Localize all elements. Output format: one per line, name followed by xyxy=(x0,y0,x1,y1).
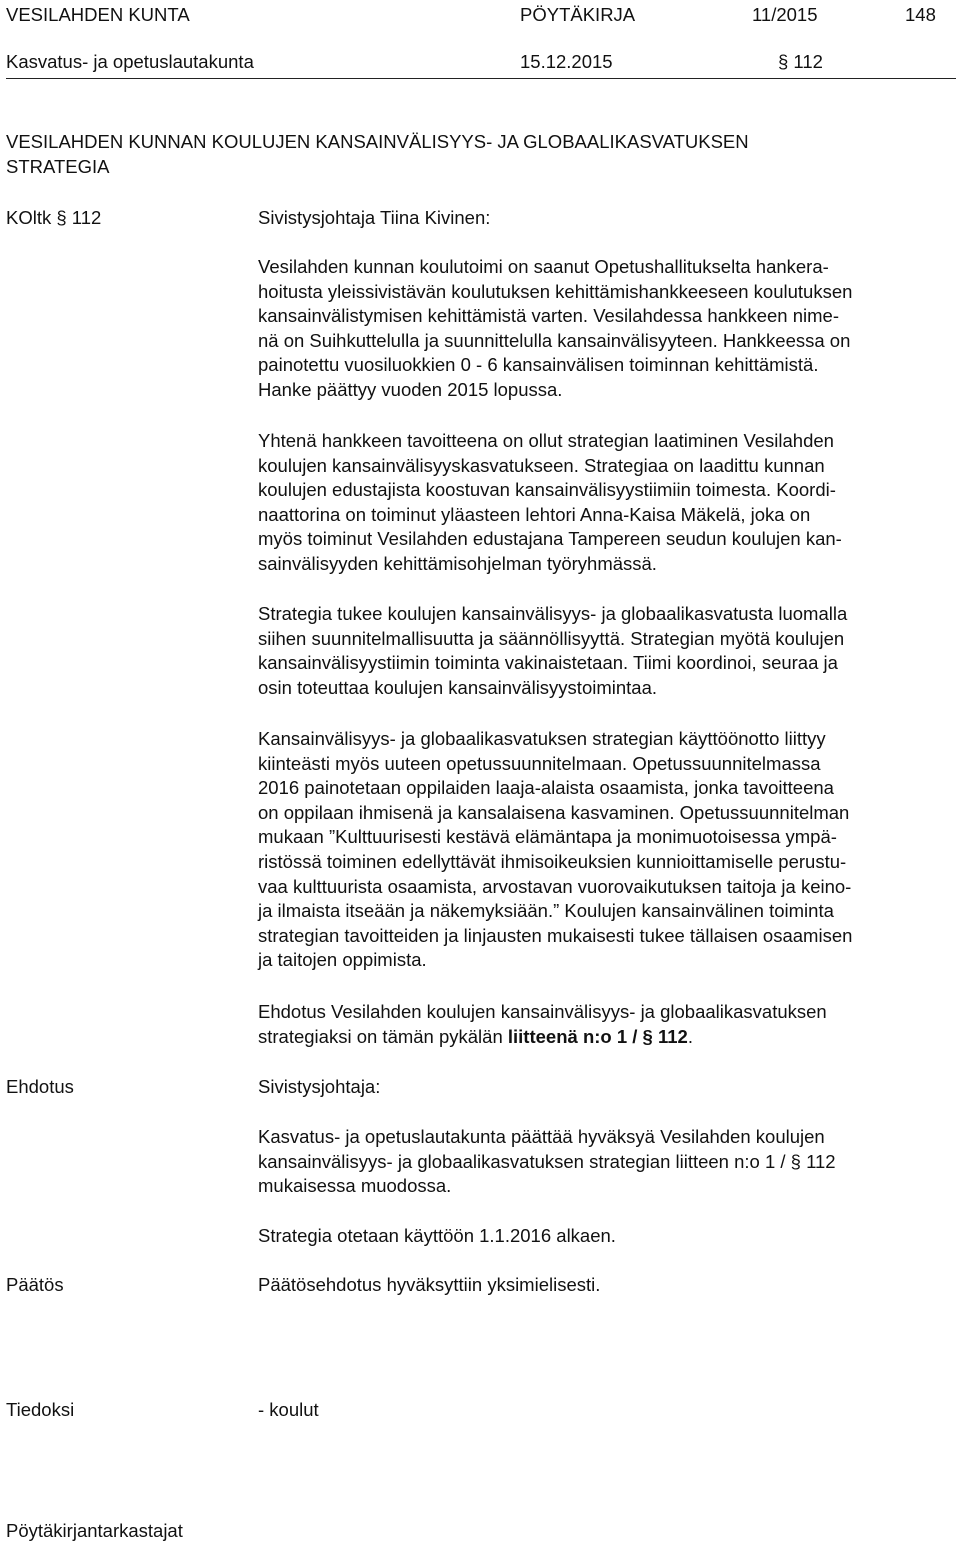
text-line: myös toiminut Vesilahden edustajana Tampereen seudun koulujen kan- xyxy=(258,528,842,550)
text-line: kiinteästi myös uuteen opetussuunnitelmaan. Opetussuunnitelmassa xyxy=(258,752,821,774)
notices-text: - koulut xyxy=(258,1399,319,1420)
text-line: Kasvatus- ja opetuslautakunta päättää hyväksyä Vesilahden koulujen xyxy=(258,1126,825,1147)
text-line: ja ilmaista itseään ja näkemyksiään.” Koulujen kansainvälinen toiminta xyxy=(258,900,834,922)
text-line: kansainvälistymisen kehittämistä varten. Vesilahdessa hankkeen nime- xyxy=(258,305,839,327)
text-line: kansainvälisyystiimin toiminta vakinaistetaan. Tiimi koordinoi, seuraa ja xyxy=(258,652,838,674)
case-label: KOltk § 112 xyxy=(6,207,102,228)
text-line: Yhtenä hankkeen tavoitteena on ollut strategian laatiminen Vesilahden xyxy=(258,430,834,451)
text-line: koulujen edustajista koostuvan kansainvälisyystiimiin toimesta. Koordi- xyxy=(258,479,836,501)
text-line: vaa kulttuurista osaamista, arvostavan vuorovaikutuksen taitoja ja keino- xyxy=(258,875,852,897)
text-line: on oppilaan ihmisenä ja kansalaisena kasvaminen. Opetussuunnitelman xyxy=(258,801,850,823)
text-line: osin toteuttaa koulujen kansainvälisyystoimintaa. xyxy=(258,676,658,698)
municipality-name: VESILAHDEN KUNTA xyxy=(6,4,190,25)
section-number: § 112 xyxy=(778,51,823,72)
text-line: Hanke päättyy vuoden 2015 lopussa. xyxy=(258,378,563,400)
text-line: Kansainvälisyys- ja globaalikasvatuksen strategian käyttöönotto liittyy xyxy=(258,728,826,749)
page-number: 148 xyxy=(905,4,936,25)
text-line: 2016 painotetaan oppilaiden laaja-alaista osaamista, jonka tavoitteena xyxy=(258,777,834,799)
text-line: siihen suunnitelmallisuutta ja säännöllisyyttä. Strategian myötä koulujen xyxy=(258,627,845,649)
text-line: Ehdotus Vesilahden koulujen kansainvälisyys- ja globaalikasvatuksen xyxy=(258,1001,827,1022)
text-line: sainvälisyyden kehittämisohjelman työryhmässä. xyxy=(258,552,657,574)
text-line: koulujen kansainvälisyyskasvatukseen. Strategiaa on laadittu kunnan xyxy=(258,454,825,476)
paragraph-3 xyxy=(258,602,958,700)
proposal-label: Ehdotus xyxy=(6,1076,74,1097)
document-title-line-2: STRATEGIA xyxy=(6,156,110,177)
text-line: Strategia tukee koulujen kansainvälisyys- ja globaalikasvatusta luomalla xyxy=(258,603,848,624)
text-line: mukaan ”Kulttuurisesti kestävä elämäntapa ja monimuotoisessa ympä- xyxy=(258,826,837,848)
meeting-date: 15.12.2015 xyxy=(520,51,613,72)
notices-label: Tiedoksi xyxy=(6,1399,75,1420)
paragraph-5 xyxy=(258,1000,958,1049)
proposal-text xyxy=(258,1125,958,1199)
text-line: mukaisessa muodossa. xyxy=(258,1175,452,1197)
text-line: ja taitojen oppimista. xyxy=(258,949,427,971)
text-line: strategian tavoitteiden ja linjausten mukaisesti tukee tällaisen osaamisen xyxy=(258,924,853,946)
minutes-checkers-label: Pöytäkirjantarkastajat xyxy=(6,1520,183,1541)
document-title-line-1: VESILAHDEN KUNNAN KOULUJEN KANSAINVÄLISYYS- JA GLOBAALIKASVATUKSEN xyxy=(6,131,749,152)
proposal-presenter: Sivistysjohtaja: xyxy=(258,1076,381,1097)
text-line: naattorina on toiminut yläasteen lehtori Anna-Kaisa Mäkelä, joka on xyxy=(258,503,811,525)
text-line: painotettu vuosiluokkien 0 - 6 kansainvälisen toiminnan kehittämistä. xyxy=(258,354,819,376)
paragraph-1 xyxy=(258,255,958,403)
text-segment: . xyxy=(687,1025,693,1047)
effective-date-text: Strategia otetaan käyttöön 1.1.2016 alkaen. xyxy=(258,1225,616,1246)
text-line: ristössä toiminen edellyttävät ihmisoikeuksien kunnioittamiselle perustu- xyxy=(258,850,847,872)
document-type: PÖYTÄKIRJA xyxy=(520,4,636,25)
text-segment: strategiaksi on tämän pykälän xyxy=(258,1025,508,1047)
paragraph-4 xyxy=(258,727,958,973)
paragraph-2 xyxy=(258,429,958,577)
presenter: Sivistysjohtaja Tiina Kivinen: xyxy=(258,207,491,228)
text-line: kansainvälisyys- ja globaalikasvatuksen strategian liitteen n:o 1 / § 112 xyxy=(258,1150,836,1172)
text-line: hoitusta yleissivistävän koulutuksen kehittämishankkeeseen koulutuksen xyxy=(258,280,853,302)
decision-text: Päätösehdotus hyväksyttiin yksimielisesti. xyxy=(258,1274,601,1295)
header-divider xyxy=(6,78,956,79)
text-line xyxy=(258,1025,958,1050)
attachment-reference: liitteenä n:o 1 / § 112 xyxy=(507,1025,688,1047)
committee-name: Kasvatus- ja opetuslautakunta xyxy=(6,51,254,72)
text-line: Vesilahden kunnan koulutoimi on saanut Opetushallitukselta hankera- xyxy=(258,256,829,277)
decision-label: Päätös xyxy=(6,1274,64,1295)
text-line: nä on Suihkuttelulla ja suunnittelulla kansainvälisyyteen. Hankkeessa on xyxy=(258,329,851,351)
meeting-number: 11/2015 xyxy=(752,4,818,25)
